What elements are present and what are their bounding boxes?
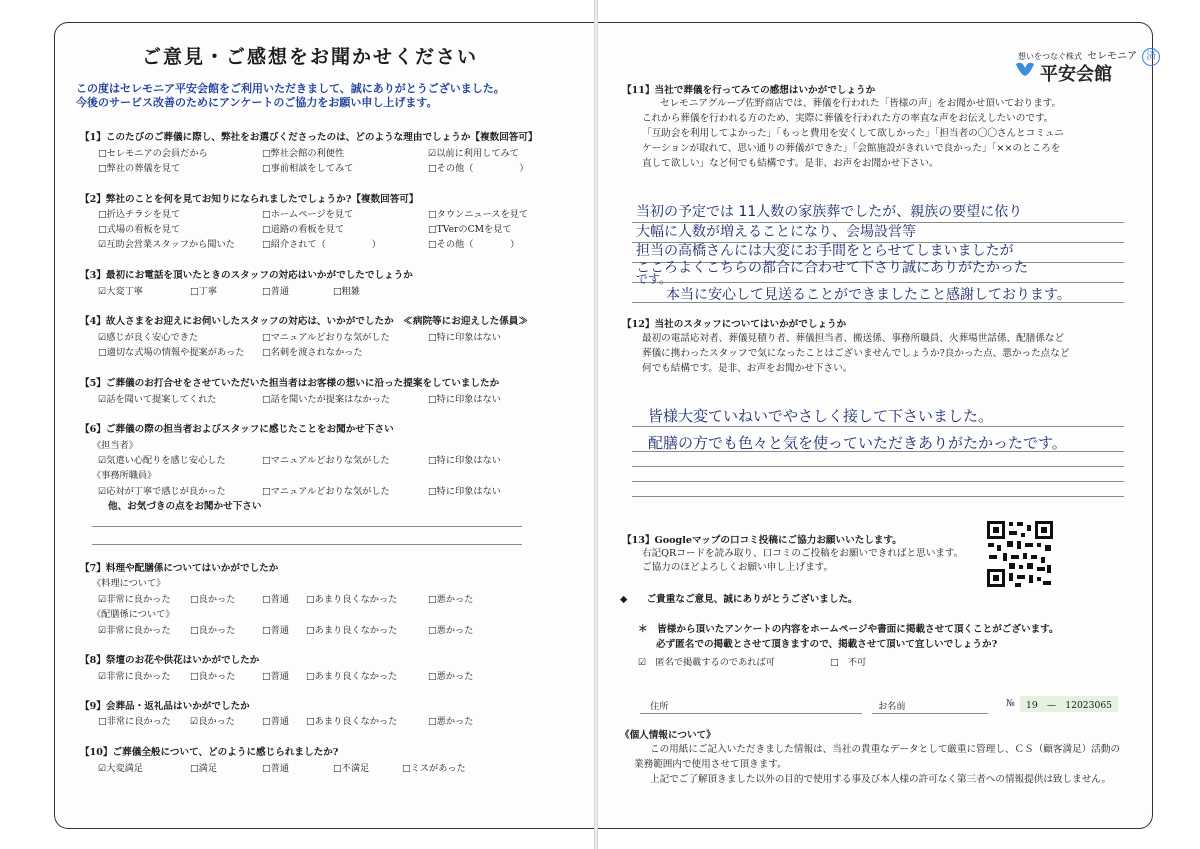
handwritten-answer: 本当に安心して見送ることができましたこと感謝しております。 — [666, 287, 1071, 303]
publish-notice: ＊ 皆様から頂いたアンケートの内容をホームページや書面に掲載させて頂くことがございます。 — [638, 624, 1059, 635]
option[interactable]: □普通 — [262, 286, 290, 297]
question-4: 【4】故人さまをお迎えにお伺いしたスタッフの対応は、いかがでしたか ≪病院等にお迎えした係員≫ — [80, 316, 528, 327]
option[interactable]: □非常に良かった — [98, 716, 171, 727]
option[interactable]: □不満足 — [333, 763, 370, 774]
handwritten-answer: です。 — [636, 272, 672, 286]
option[interactable]: ☑以前に利用してみて — [428, 148, 519, 159]
question-3: 【3】最初にお電話を頂いたときのスタッフの対応はいかがでしたでしょうか — [80, 270, 413, 281]
question-10: 【10】ご葬儀全般について、どのように感じられましたか? — [80, 747, 339, 758]
question-1: 【1】このたびのご葬儀に際し、弊社をお選びくださったのは、どのような理由でしょうか【複数回答可】 — [80, 132, 538, 143]
intro-line-2: 今後のサービス改善のためにアンケートのご協力をお願い申し上げます。 — [76, 96, 438, 109]
option[interactable]: □あまり良くなかった — [306, 671, 398, 682]
privacy-line: 上記でご了解頂きました以外の目的で使用する事及び本人様の許可なく第三者への情報提供は致しません。 — [650, 774, 1112, 785]
number-label: № — [1006, 698, 1015, 709]
comment-line[interactable] — [92, 526, 522, 527]
page-fold — [594, 0, 598, 849]
option[interactable]: □マニュアルどおりな気がした — [262, 486, 390, 497]
question-9: 【9】会葬品・返礼品はいかがでしたか — [80, 701, 250, 712]
option[interactable]: □満足 — [190, 763, 218, 774]
option[interactable]: □特に印象はない — [428, 394, 501, 405]
question-12: 【12】当社のスタッフについてはいかがでしょうか — [622, 319, 847, 330]
option[interactable]: □弊社会館の利便性 — [262, 148, 345, 159]
option[interactable]: □道路の看板を見て — [262, 224, 345, 235]
body-line: 直して欲しい」など何でも結構です。是非、お声をお聞かせ下さい。 — [642, 158, 939, 169]
answer-line[interactable] — [632, 496, 1124, 497]
name-field[interactable] — [872, 713, 988, 714]
option[interactable]: □あまり良くなかった — [306, 716, 398, 727]
privacy-title: 《個人情報について》 — [620, 730, 716, 741]
option[interactable]: □ホームページを見て — [262, 209, 354, 220]
option[interactable]: □マニュアルどおりな気がした — [262, 455, 390, 466]
option[interactable]: ☑非常に良かった — [98, 671, 171, 682]
option[interactable]: ☑互助会営業スタッフから聞いた — [98, 239, 235, 250]
address-field[interactable] — [640, 713, 862, 714]
logo-dove-icon — [1014, 58, 1036, 78]
body-line: これから葬儀を行われる方のため、実際に葬儀を行われた方の率直な声をお伝えしたいのです。 — [642, 113, 1054, 124]
option[interactable]: □普通 — [262, 763, 290, 774]
page-title: ご意見・ご感想をお聞かせください — [142, 46, 479, 68]
option[interactable]: ☑感じが良く安心できた — [98, 332, 199, 343]
processed-stamp: 済 — [1142, 48, 1160, 66]
option[interactable]: □普通 — [262, 716, 290, 727]
option[interactable]: □名刺を渡されなかった — [262, 347, 363, 358]
option[interactable]: ☑非常に良かった — [98, 625, 171, 636]
sub-heading: 《配膳係について》 — [92, 609, 175, 620]
option[interactable]: □事前相談をしてみて — [262, 163, 354, 174]
option[interactable]: ☑話を聞いて提案してくれた — [98, 394, 217, 405]
option[interactable]: □悪かった — [428, 594, 474, 605]
option[interactable]: ☑大変満足 — [98, 763, 143, 774]
handwritten-answer: 当初の予定では 11人数の家族葬でしたが、親族の要望に依り — [636, 204, 1023, 220]
body-line: 最初の電話応対者、葬儀見積り者、葬儀担当者、搬送係、事務所職員、火葬場世話係、配膳係など — [642, 333, 1065, 344]
option[interactable]: □普通 — [262, 671, 290, 682]
address-label: 住所 — [650, 701, 669, 712]
option[interactable]: □タウンニュースを見て — [428, 209, 529, 220]
body-line: 右記QRコードを読み取り、口コミのご投稿をお願いできればと思います。 — [642, 548, 964, 559]
publish-question: 必ず匿名での掲載とさせて頂きますので、掲載させて頂いて宜しいでしょうか? — [656, 639, 998, 650]
body-line: セレモニアグループ佐野商店では、葬儀を行われた「皆様の声」をお聞かせ頂いております。 — [660, 98, 1062, 109]
publish-option-no[interactable]: □ 不可 — [830, 657, 867, 668]
thanks-message: ◆ ご貴重なご意見、誠にありがとうございました。 — [620, 594, 858, 605]
option[interactable]: □特に印象はない — [428, 455, 501, 466]
option[interactable]: ☑応対が丁寧で感じが良かった — [98, 486, 226, 497]
question-5: 【5】ご葬儀のお打合せをさせていただいた担当者はお客様の想いに沿った提案をしていましたか — [80, 378, 500, 389]
option[interactable]: □紹介されて（ ） — [262, 239, 381, 250]
option[interactable]: □弊社の葬儀を見て — [98, 163, 181, 174]
option[interactable]: □TVerのCMを見て — [428, 224, 512, 235]
qr-code-icon[interactable] — [985, 519, 1055, 589]
question-13: 【13】Googleマップの口コミ投稿にご協力お願いいたします。 — [622, 535, 902, 546]
option[interactable]: □その他（ ） — [428, 163, 529, 174]
handwritten-answer: 大幅に人数が増えることになり、会場設営等 — [636, 224, 916, 240]
handwritten-answer: 皆様大変ていねいでやさしく接して下さいました。 — [648, 407, 994, 425]
logo-brand: セレモニア — [1087, 51, 1138, 62]
sub-heading: 《事務所職員》 — [92, 470, 157, 481]
intro-line-1: この度はセレモニア平安会館をご利用いただきまして、誠にありがとうございました。 — [76, 82, 505, 95]
option[interactable]: ☑大変丁寧 — [98, 286, 143, 297]
option[interactable]: □良かった — [190, 671, 236, 682]
option[interactable]: □悪かった — [428, 716, 474, 727]
body-line: ケーションが取れて、思い通りの葬儀ができた」「会館施設がきれいで良かった」「××のところを — [642, 143, 1061, 154]
answer-line[interactable] — [632, 426, 1124, 427]
option[interactable]: □セレモニアの会員だから — [98, 148, 208, 159]
form-number: 19 — 12023065 — [1020, 696, 1118, 712]
handwritten-answer: こころよくこちらの都合に合わせて下さり誠にありがたかった — [636, 260, 1028, 276]
option[interactable]: ☑非常に良かった — [98, 594, 171, 605]
answer-line[interactable] — [632, 466, 1124, 467]
option[interactable]: ☑良かった — [190, 716, 235, 727]
option[interactable]: □普通 — [262, 625, 290, 636]
other-comments-label: 他、お気づきの点をお聞かせ下さい — [108, 501, 262, 512]
option[interactable]: □良かった — [190, 625, 236, 636]
option[interactable]: □その他（ ） — [428, 239, 520, 250]
answer-line[interactable] — [632, 481, 1124, 482]
privacy-line: 業務範囲内で使用させて頂きます。 — [634, 759, 787, 770]
option[interactable]: □ミスがあった — [402, 763, 466, 774]
option[interactable]: □適切な式場の情報や提案があった — [98, 347, 245, 358]
logo-mark — [1014, 58, 1036, 82]
logo-tagline: 想いをつなぐ株式 — [1018, 52, 1082, 61]
sub-heading: 《担当者》 — [92, 440, 138, 451]
option[interactable]: □話を聞いたが提案はなかった — [262, 394, 391, 405]
option[interactable]: ☑気遣い心配りを感じ安心した — [98, 455, 226, 466]
question-6: 【6】ご葬儀の際の担当者およびスタッフに感じたことをお聞かせ下さい — [80, 424, 394, 435]
option[interactable]: □あまり良くなかった — [306, 594, 398, 605]
handwritten-answer: 担当の高橋さんには大変にお手間をとらせてしまいましたが — [636, 243, 1014, 259]
body-line: 何でも結構です。是非、お声をお聞かせ下さい。 — [642, 363, 853, 374]
body-line: 「互助会を利用してよかった」「もっと費用を安くして欲しかった」「担当者の〇〇さんとコミュニ — [642, 128, 1064, 139]
sub-heading: 《料理について》 — [92, 578, 166, 589]
body-line: 葬儀に携わったスタッフで気になったことはございませんでしょうか?良かった点、悪かった点など — [642, 348, 1070, 359]
option[interactable]: □あまり良くなかった — [306, 625, 398, 636]
option[interactable]: □特に印象はない — [428, 486, 501, 497]
comment-line[interactable] — [92, 544, 522, 545]
option[interactable]: □式場の看板を見て — [98, 224, 181, 235]
option[interactable]: □マニュアルどおりな気がした — [262, 332, 390, 343]
option[interactable]: □普通 — [262, 594, 290, 605]
privacy-line: この用紙にご記入いただきました情報は、当社の貴重なデータとして厳重に管理し、ＣＳ（顧客満足）活動の — [650, 744, 1121, 755]
option[interactable]: □丁寧 — [190, 286, 218, 297]
option[interactable]: □良かった — [190, 594, 236, 605]
name-label: お名前 — [878, 701, 906, 712]
question-7: 【7】料理や配膳係についてはいかがでしたか — [80, 563, 279, 574]
answer-line[interactable] — [632, 282, 1124, 283]
option[interactable]: □悪かった — [428, 671, 474, 682]
question-2: 【2】弊社のことを何を見てお知りになられましたでしょうか?【複数回答可】 — [80, 194, 419, 205]
question-8: 【8】祭壇のお花や供花はいかがでしたか — [80, 655, 260, 666]
logo-name: 平安会館 — [1040, 64, 1112, 85]
option[interactable]: □特に印象はない — [428, 332, 501, 343]
body-line: ご協力のほどよろしくお願い申し上げます。 — [642, 562, 834, 573]
handwritten-answer: 配膳の方でも色々と気を使っていただきありがたかったです。 — [648, 434, 1067, 452]
option[interactable]: □悪かった — [428, 625, 474, 636]
option[interactable]: □折込チラシを見て — [98, 209, 181, 220]
option[interactable]: □粗雑 — [333, 286, 361, 297]
publish-option-anonymous[interactable]: ☑ 匿名で掲載するのであれば可 — [638, 657, 775, 668]
question-11: 【11】当社で葬儀を行ってみての感想はいかがでしょうか — [622, 85, 876, 96]
